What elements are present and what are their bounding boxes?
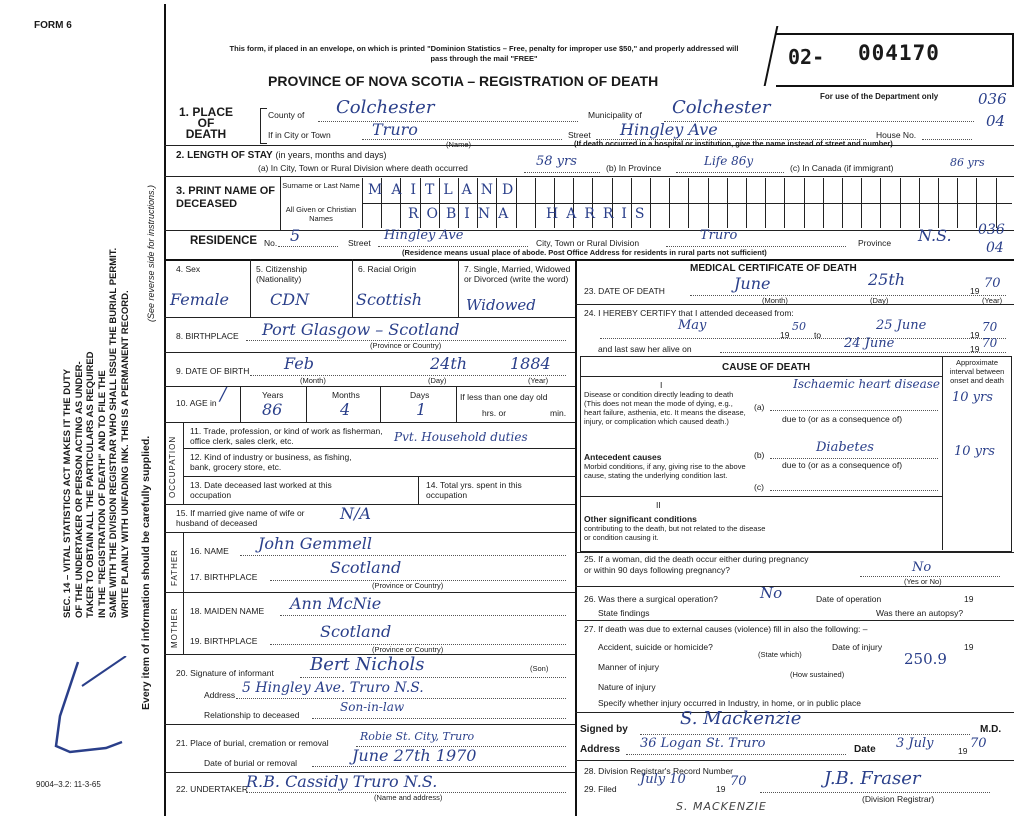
sex-label: 4. Sex: [176, 264, 201, 274]
manner-label: Manner of injury: [598, 662, 659, 672]
informant-address-label: Address: [204, 690, 236, 700]
dob-year-caption: (Year): [528, 376, 549, 385]
burial-label: 21. Place of burial, cremation or removal: [176, 738, 329, 748]
birthplace-caption: (Province or Country): [370, 341, 442, 350]
nature-label: Nature of injury: [598, 682, 656, 692]
undertaker-value: R.B. Cassidy Truro N.S.: [246, 772, 438, 791]
residence-street: Hingley Ave: [384, 228, 464, 243]
age-hours-label: hrs. or: [482, 408, 507, 418]
attended-to-label: to: [814, 330, 822, 340]
mother-side-label: MOTHER: [170, 607, 179, 648]
attended-from-year: 50: [792, 320, 806, 333]
occupation-11-value: Pvt. Household duties: [394, 430, 528, 444]
racial-origin-value: Scottish: [356, 290, 423, 309]
name-grid-line: [804, 178, 805, 228]
age-years-label: Years: [262, 390, 284, 400]
sustained-caption: (How sustained): [790, 670, 845, 679]
side-note-2: (See reverse side for instructions.): [146, 184, 156, 322]
date-of-death-month: June: [734, 274, 771, 293]
stay-a-label: (a) In City, Town or Rural Division where death occurred: [258, 163, 468, 173]
cause-of-death-title: CAUSE OF DEATH: [722, 362, 811, 373]
age-months-label: Months: [332, 390, 360, 400]
dept-code-1: 036: [978, 90, 1007, 108]
registration-number-box: [776, 33, 1014, 87]
street-value: Hingley Ave: [620, 120, 718, 139]
residence-note: (Residence means usual place of abode. Post Office Address for residents in rural parts not sufficient): [402, 248, 767, 257]
due-to-2: due to (or as a consequence of): [782, 460, 903, 470]
print-name-label: 3. PRINT NAME OF DECEASED: [176, 185, 276, 210]
surname-value: MAITLAND: [368, 182, 523, 198]
mother-birthplace-label: 19. BIRTHPLACE: [190, 636, 258, 646]
age-days: 1: [416, 400, 427, 419]
racial-origin-label: 6. Racial Origin: [358, 264, 417, 274]
name-grid-line: [535, 178, 536, 228]
relationship-label: Relationship to deceased: [204, 710, 300, 720]
occupation-12-label: 12. Kind of industry or business, as fishing, bank, grocery store, etc.: [190, 452, 352, 472]
birthplace-label: 8. BIRTHPLACE: [176, 331, 239, 341]
given-name-2: HARRIS: [546, 206, 653, 222]
informant-label: 20. Signature of informant: [176, 668, 274, 678]
side-instructions: SEC. 14 – VITAL STATISTICS ACT MAKES IT THE DUTY OF THE UNDERTAKER OR PERSON ACTING AS UNDER- TAKER TO OBTAIN ALL THE PARTICULARS AS REQUIRED IN THE "REGISTRATION OF DEATH" AND TO FILE THE SAME WITH THE DIVISION REGISTRAR WHO SHALL ISSUE THE BURIAL PERMIT. WRITE PLAINLY WITH UNFADING INK. THIS IS A PERMANENT RECORD.: [62, 247, 131, 618]
registrar-caption: (Division Registrar): [862, 794, 935, 804]
physician-signature: S. Mackenzie: [680, 708, 802, 729]
informant-signature: Bert Nichols: [310, 654, 425, 675]
name-grid-line: [919, 178, 920, 228]
age-check-mark: /: [220, 384, 227, 405]
name-grid-line: [688, 178, 689, 228]
county-label: County of: [268, 110, 305, 120]
dob-day-caption: (Day): [428, 376, 447, 385]
county-value: Colchester: [336, 97, 435, 118]
cause-a-label: (a): [754, 402, 765, 412]
municipality-value: Colchester: [672, 97, 771, 118]
part-one-label: I: [660, 380, 663, 390]
pregnancy-question: 25. If a woman, did the death occur either during pregnancy or within 90 days following pregnancy?: [584, 554, 809, 575]
accident-label: Accident, suicide or homicide?: [598, 642, 713, 652]
name-grid-line: [823, 178, 824, 228]
interval-header: Approximate interval between onset and death: [949, 358, 1005, 385]
dob-label: 9. DATE OF BIRTH: [176, 366, 250, 376]
residence-province-label: Province: [858, 238, 892, 248]
last-saw-label: and last saw her alive on: [598, 344, 692, 354]
name-grid-line: [900, 178, 901, 228]
stay-b-label: (b) In Province: [606, 163, 662, 173]
burial-date: June 27th 1970: [352, 746, 477, 765]
occupation-14-label: 14. Total yrs. spent in this occupation: [426, 480, 522, 500]
occupation-side-label: OCCUPATION: [168, 435, 177, 498]
stay-b-value: Life 86y: [704, 154, 754, 168]
name-grid-line: [861, 178, 862, 228]
residence-city: Truro: [700, 228, 738, 243]
registrar-signature: J.B. Fraser: [824, 768, 921, 789]
name-grid-line: [842, 178, 843, 228]
residence-city-label: City, Town or Rural Division: [536, 238, 640, 248]
date-of-death-century: 19: [970, 286, 980, 296]
name-grid-line: [976, 178, 977, 228]
certificate-year: 70: [970, 736, 987, 751]
cause-b-label: (b): [754, 450, 765, 460]
cause-a-value: Ischaemic heart disease: [793, 377, 940, 391]
last-saw-year: 70: [982, 336, 998, 350]
burial-date-label: Date of burial or removal: [204, 758, 298, 768]
dob-month-caption: (Month): [300, 376, 326, 385]
mother-maiden-name: Ann McNie: [290, 594, 382, 613]
physician-address-label: Address: [580, 744, 621, 755]
given-name-1: ROBINA: [408, 206, 517, 222]
residence-province: N.S.: [918, 226, 952, 245]
name-grid-line: [880, 178, 881, 228]
date-of-death-day: 25th: [868, 270, 906, 289]
mother-birthplace-caption: (Province or Country): [372, 645, 444, 654]
other-conditions-label: Other significant conditions: [584, 514, 697, 524]
name-grid-line: [938, 178, 939, 228]
reg-prefix: 02-: [788, 45, 825, 69]
record-number-label: 28. Division Registrar's Record Number: [584, 766, 734, 776]
name-grid-line: [957, 178, 958, 228]
date-of-death-label: 23. DATE OF DEATH: [584, 286, 665, 296]
stay-a-value: 58 yrs: [536, 154, 577, 169]
stay-c-label: (c) In Canada (if immigrant): [790, 163, 894, 173]
external-causes-label: 27. If death was due to external causes (violence) fill in also the following: –: [584, 624, 868, 634]
citizenship-value: CDN: [270, 290, 310, 309]
print-code: 9004–3.2: 11-3-65: [36, 780, 101, 789]
filed-date: July 10: [640, 772, 686, 787]
informant-tag: (Son): [530, 664, 549, 673]
certificate-date-label: Date: [854, 744, 876, 755]
form-number: FORM 6: [34, 20, 72, 31]
side-note: Every item of information should be carefully supplied.: [140, 435, 152, 710]
informant-address: 5 Hingley Ave. Truro N.S.: [242, 680, 424, 696]
given-label: All Given or Christian Names: [285, 205, 357, 223]
residence-code-1: 036: [978, 222, 1005, 238]
relationship-value: Son-in-law: [340, 700, 405, 714]
spouse-value: N/A: [340, 504, 371, 523]
injury-date-label: Date of injury: [832, 642, 883, 652]
dod-month-caption: (Month): [762, 296, 788, 305]
injury-code: 250.9: [904, 650, 947, 668]
dob-year: 1884: [510, 354, 551, 373]
residence-no-label: No.: [264, 238, 278, 248]
registrar-mark: [30, 656, 140, 766]
occupation-13-label: 13. Date deceased last worked at this occupation: [190, 480, 332, 500]
antecedent-sub: Morbid conditions, if any, giving rise to the above cause, stating the underlying condition last.: [584, 462, 746, 480]
age-days-label: Days: [410, 390, 430, 400]
father-side-label: FATHER: [170, 549, 179, 586]
mother-birthplace: Scotland: [320, 622, 392, 641]
mother-name-label: 18. MAIDEN NAME: [190, 606, 265, 616]
dept-use-label: For use of the Department only: [820, 92, 939, 101]
name-caption: (Name): [446, 140, 472, 149]
autopsy-label: Was there an autopsy?: [876, 608, 964, 618]
residence-street-label: Street: [348, 238, 371, 248]
age-less-than-day-label: If less than one day old: [460, 392, 548, 402]
signed-by-label: Signed by: [580, 724, 628, 735]
surgery-answer: No: [760, 584, 783, 602]
city-label: If in City or Town: [268, 130, 331, 140]
cause-b-value: Diabetes: [816, 440, 874, 455]
cause-c-label: (c): [754, 482, 764, 492]
age-years: 86: [262, 400, 283, 419]
surgery-question: 26. Was there a surgical operation?: [584, 594, 718, 604]
name-grid-line: [669, 178, 670, 228]
last-saw-date: 24 June: [844, 336, 895, 351]
street-label: Street: [568, 130, 591, 140]
occupation-11-label: 11. Trade, profession, or kind of work as fisherman, office clerk, sales clerk, etc.: [190, 426, 383, 446]
burial-place: Robie St. City, Truro: [360, 730, 475, 743]
length-of-stay: 2. LENGTH OF STAY (in years, months and days): [176, 150, 387, 161]
attended-to: 25 June: [876, 318, 927, 333]
age-label: 10. AGE in: [176, 398, 217, 408]
name-grid-line: [765, 178, 766, 228]
operation-date-label: Date of operation: [816, 594, 882, 604]
marital-label: 7. Single, Married, Widowed or Divorced (write the word): [464, 264, 571, 284]
father-birthplace-caption: (Province or Country): [372, 581, 444, 590]
page-title: PROVINCE OF NOVA SCOTIA – REGISTRATION OF DEATH: [268, 73, 659, 89]
birthplace-value: Port Glasgow – Scotland: [262, 320, 460, 339]
name-grid-line: [362, 178, 363, 228]
municipality-label: Municipality of: [588, 110, 642, 120]
certificate-date: 3 July: [896, 736, 934, 751]
findings-label: State findings: [598, 608, 650, 618]
physician-address: 36 Logan St. Truro: [640, 736, 766, 751]
state-which-caption: (State which): [758, 650, 802, 659]
father-name: John Gemmell: [258, 534, 373, 553]
dob-month: Feb: [284, 354, 314, 373]
specify-label: Specify whether injury occurred in Industry, in home, or in public place: [598, 698, 861, 708]
dob-day: 24th: [430, 354, 468, 373]
sex-value: Female: [170, 290, 229, 309]
antecedent-label: Antecedent causes: [584, 452, 662, 462]
place-code: 04: [986, 112, 1006, 130]
marital-value: Widowed: [466, 296, 536, 314]
filed-year: 70: [730, 774, 747, 789]
father-birthplace: Scotland: [330, 558, 402, 577]
cause-a-interval: 10 yrs: [952, 390, 993, 405]
dod-year-caption: (Year): [982, 296, 1003, 305]
place-of-death-label: 1. PLACE OF DEATH: [178, 105, 233, 141]
name-grid-line: [996, 178, 997, 228]
undertaker-label: 22. UNDERTAKER: [176, 784, 248, 794]
age-months: 4: [340, 400, 351, 419]
date-of-death-year: 70: [984, 276, 1001, 291]
age-minutes-label: min.: [550, 408, 567, 418]
residence-label: RESIDENCE: [190, 235, 258, 247]
stay-c-value: 86 yrs: [950, 156, 985, 169]
reg-number: 004170: [858, 41, 940, 65]
md-label: M.D.: [980, 724, 1002, 735]
residence-code-2: 04: [986, 240, 1004, 256]
certify-label: 24. I HEREBY CERTIFY that I attended deceased from:: [584, 308, 794, 318]
footer-name: S. MACKENZIE: [676, 800, 767, 813]
dod-day-caption: (Day): [870, 296, 889, 305]
residence-no: 5: [290, 226, 301, 245]
name-grid-line: [784, 178, 785, 228]
cause-b-interval: 10 yrs: [954, 444, 995, 459]
attended-to-year: 70: [982, 320, 998, 334]
part-two-label: II: [656, 500, 661, 510]
name-grid-line: [727, 178, 728, 228]
name-grid-line: [708, 178, 709, 228]
citizenship-label: 5. Citizenship (Nationality): [256, 264, 308, 284]
hospital-note: (If death occurred in a hospital or institution, give the name instead of street and number): [574, 139, 893, 148]
filed-label: 29. Filed: [584, 784, 617, 794]
pregnancy-answer: No: [912, 560, 932, 575]
father-name-label: 16. NAME: [190, 546, 229, 556]
direct-cause-label: Disease or condition directly leading to death (This does not mean the mode of dying, e.g., heart failure, asthenia, etc. It means the disease, injury, or complication which caused death.): [584, 390, 746, 426]
name-grid-line: [746, 178, 747, 228]
other-conditions-sub: contributing to the death, but not related to the disease or condition causing it.: [584, 524, 766, 542]
undertaker-caption: (Name and address): [374, 793, 443, 802]
yes-no-caption: (Yes or No): [904, 577, 942, 586]
spouse-label: 15. If married give name of wife or husband of deceased: [176, 508, 305, 528]
house-no-label: House No.: [876, 130, 917, 140]
envelope-note: This form, if placed in an envelope, on which is printed "Dominion Statistics – Free, penalty for improper use $50," and properly addressed will pass through the mail "FREE": [229, 44, 739, 63]
attended-from: May: [678, 318, 707, 333]
medical-certificate-title: MEDICAL CERTIFICATE OF DEATH: [690, 263, 857, 274]
due-to-1: due to (or as a consequence of): [782, 414, 903, 424]
city-value: Truro: [372, 120, 418, 139]
father-birthplace-label: 17. BIRTHPLACE: [190, 572, 258, 582]
surname-label: Surname or Last Name: [282, 181, 360, 190]
